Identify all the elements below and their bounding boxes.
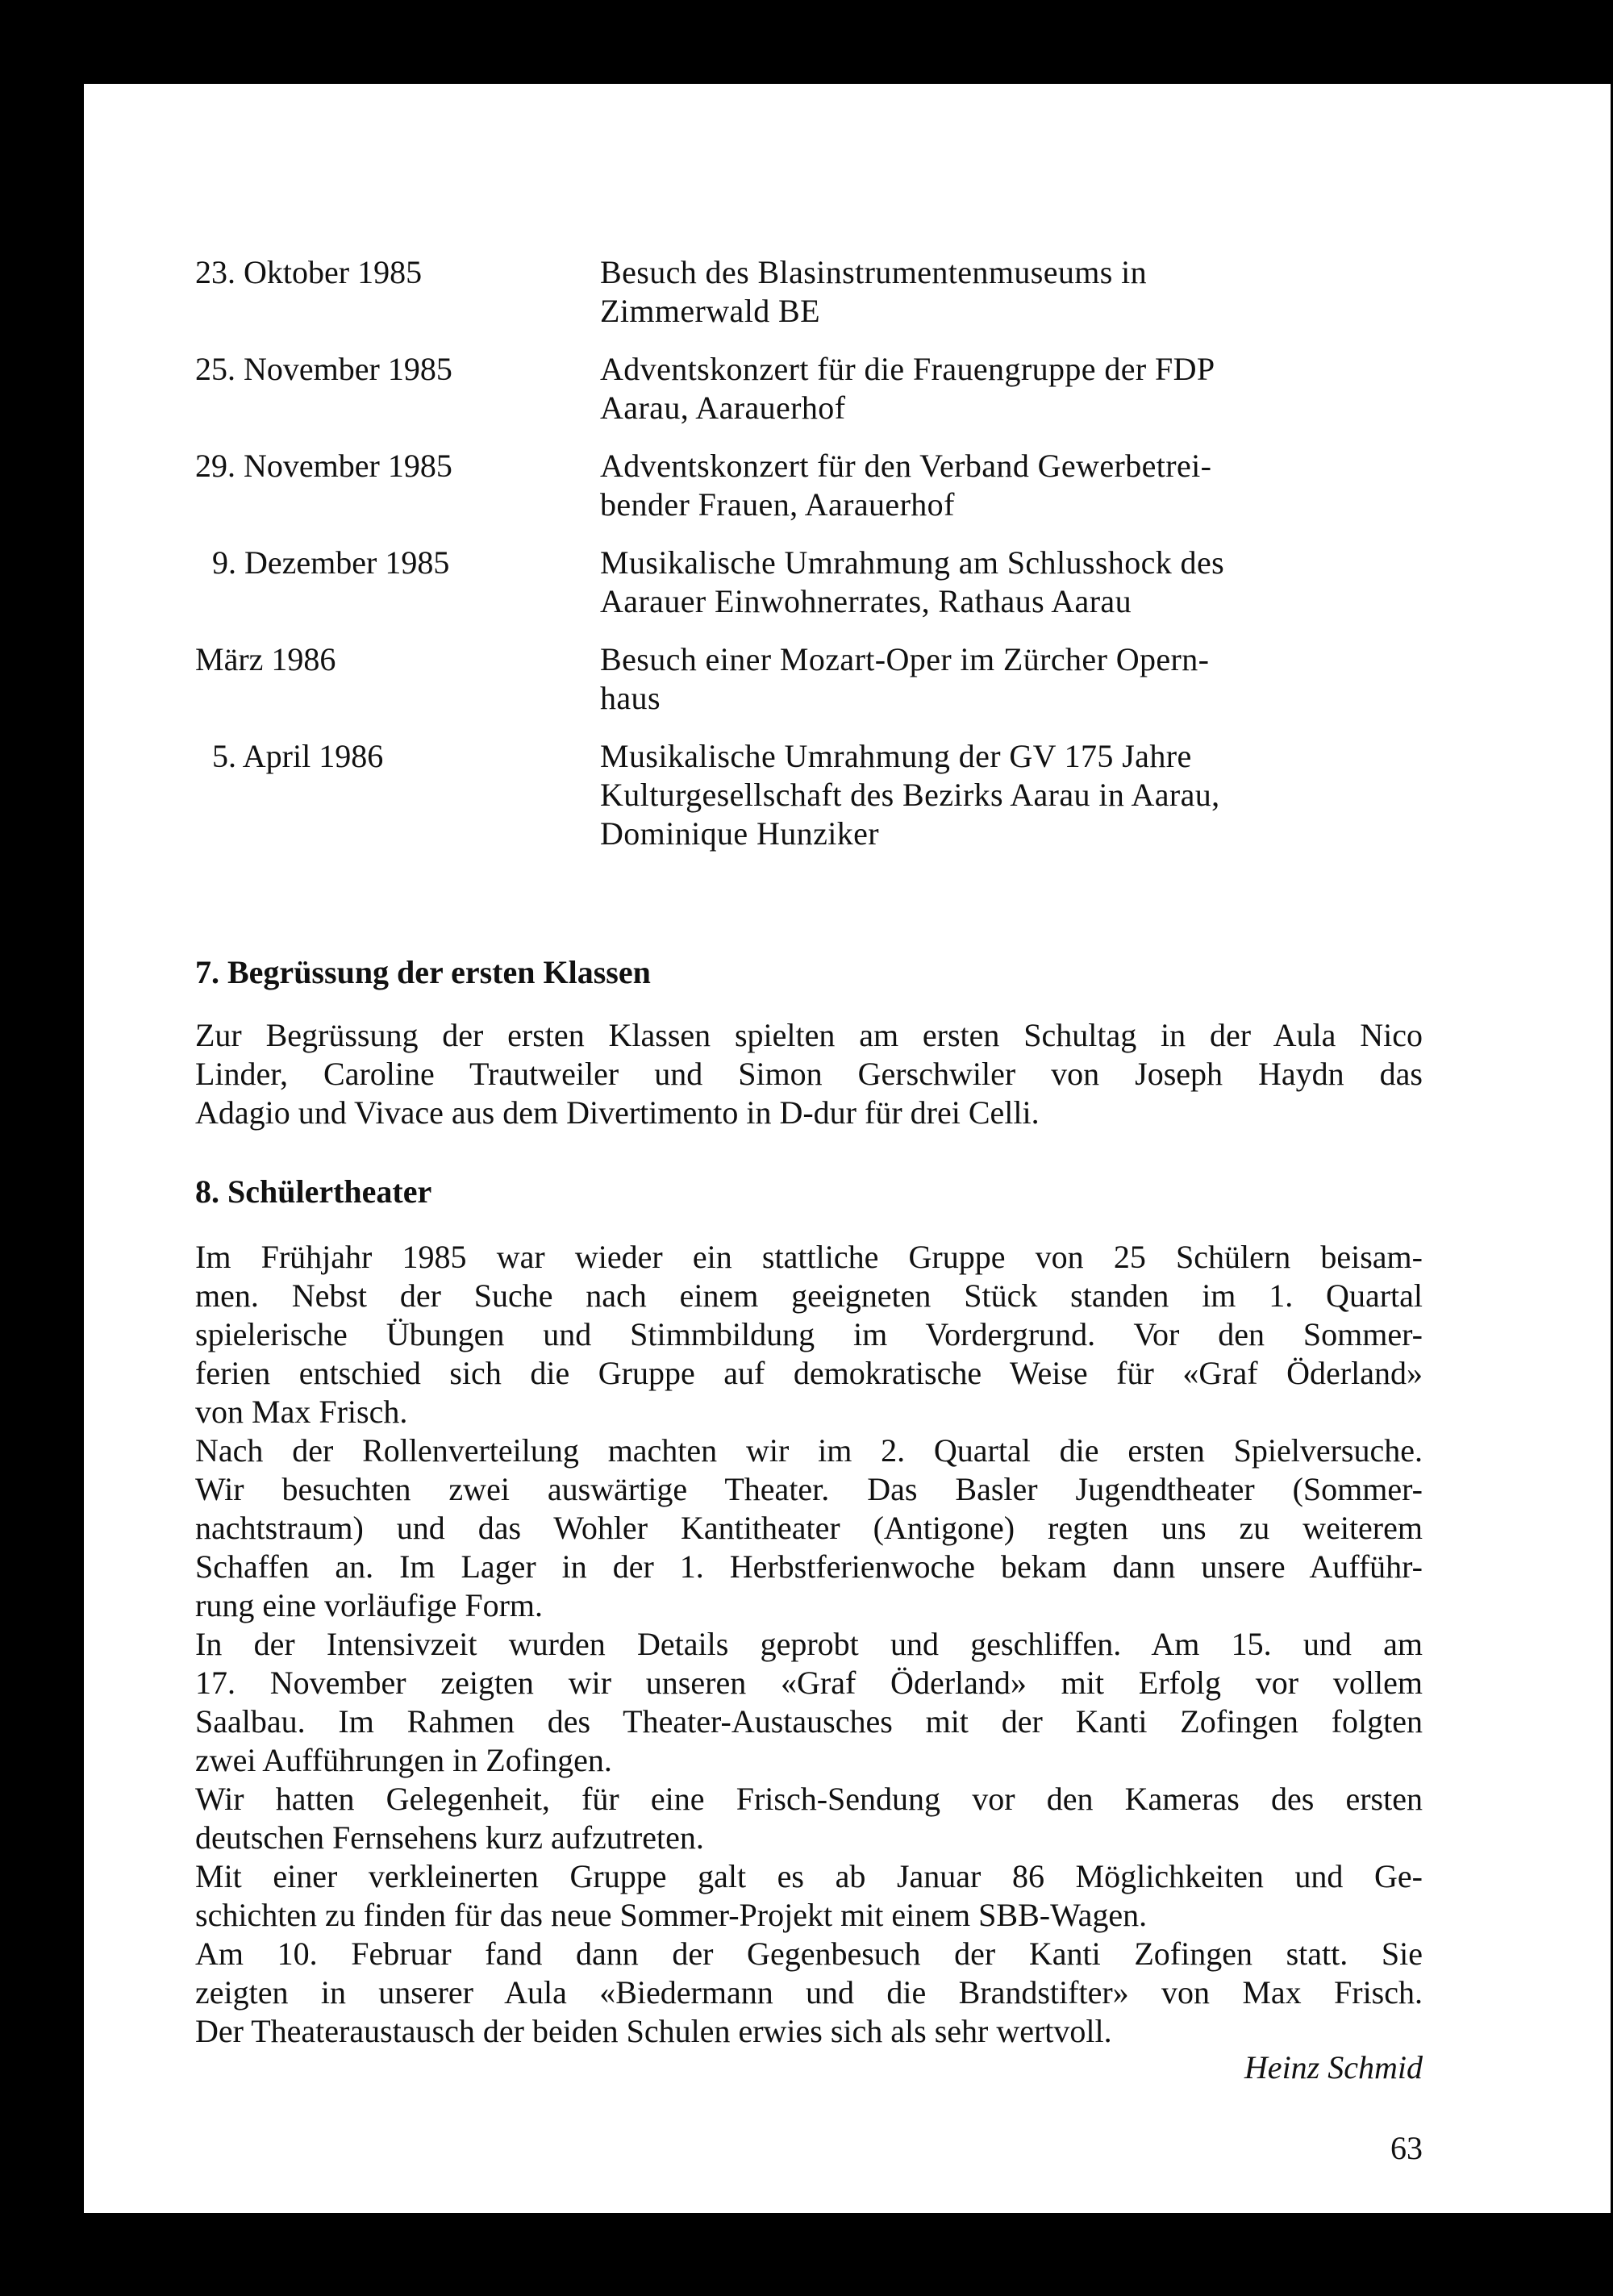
paragraph-line: Der Theateraustausch der beiden Schulen erwies sich als sehr wertvoll. — [195, 2013, 1112, 2049]
paragraph-line: spielerische Übungen und Stimmbildung im Vordergrund. Vor den Sommer- — [195, 1316, 1423, 1352]
author-signature: Heinz Schmid — [1244, 2049, 1423, 2086]
event-description — [600, 640, 1294, 718]
paragraph-line: Am 10. Februar fand dann der Gegenbesuch der Kanti Zofingen statt. Sie — [195, 1936, 1423, 1972]
event-line: Besuch des Blasinstrumentenmuseums in — [600, 254, 1148, 290]
page-number: 63 — [1390, 2130, 1423, 2166]
paragraph-line: Linder, Caroline Trautweiler und Simon Gerschwiler von Joseph Haydn das — [195, 1056, 1423, 1092]
event-item — [195, 350, 1429, 427]
event-date: 25. November 1985 — [195, 351, 452, 387]
section-paragraph — [195, 1016, 1423, 1132]
paragraph-line: zwei Aufführungen in Zofingen. — [195, 1742, 612, 1778]
paragraph-line: nachtstraum) und das Wohler Kantitheater (Antigone) regten uns zu weiterem — [195, 1510, 1423, 1546]
paragraph-line: Adagio und Vivace aus dem Divertimento in D-dur für drei Celli. — [195, 1094, 1040, 1131]
event-date: 29. November 1985 — [195, 448, 452, 484]
event-date: März 1986 — [195, 641, 336, 677]
event-line: Musikalische Umrahmung der GV 175 Jahre — [600, 738, 1192, 774]
event-line: Kulturgesellschaft des Bezirks Aarau in Aarau, — [600, 777, 1220, 813]
paragraph-line: deutschen Fernsehens kurz aufzutreten. — [195, 1819, 704, 1856]
event-description — [600, 253, 1294, 331]
paragraph-line: Nach der Rollenverteilung machten wir im 2. Quartal die ersten Spielversuche. — [195, 1432, 1423, 1469]
event-item — [195, 640, 1429, 718]
paragraph-line: Zur Begrüssung der ersten Klassen spielten am ersten Schultag in der Aula Nico — [195, 1017, 1423, 1053]
paragraph-line: ferien entschied sich die Gruppe auf demokratische Weise für «Graf Öderland» — [195, 1355, 1423, 1391]
paragraph-line: Mit einer verkleinerten Gruppe galt es ab Januar 86 Möglichkeiten und Ge- — [195, 1858, 1423, 1894]
event-item — [195, 544, 1429, 621]
section-heading: 7. Begrüssung der ersten Klassen — [195, 954, 651, 990]
section-heading: 8. Schülertheater — [195, 1173, 432, 1210]
section-paragraph — [195, 1238, 1423, 2051]
event-date: 23. Oktober 1985 — [195, 254, 423, 290]
paragraph-line: von Max Frisch. — [195, 1394, 408, 1430]
event-item — [195, 737, 1429, 853]
event-line: Adventskonzert für die Frauengruppe der FDP — [600, 351, 1215, 387]
event-date: 9. Dezember 1985 — [212, 544, 450, 581]
event-description — [600, 737, 1294, 853]
paragraph-line: Wir hatten Gelegenheit, für eine Frisch-Sendung vor den Kameras des ersten — [195, 1781, 1423, 1817]
paragraph-line: men. Nebst der Suche nach einem geeigneten Stück standen im 1. Quartal — [195, 1277, 1423, 1314]
event-line: Besuch einer Mozart-Oper im Zürcher Opern- — [600, 641, 1210, 677]
paragraph-line: schichten zu finden für das neue Sommer-Projekt mit einem SBB-Wagen. — [195, 1897, 1148, 1933]
event-line: Musikalische Umrahmung am Schlusshock des — [600, 544, 1225, 581]
paragraph-line: Wir besuchten zwei auswärtige Theater. Das Basler Jugendtheater (Sommer- — [195, 1471, 1423, 1507]
event-line: bender Frauen, Aarauerhof — [600, 486, 955, 523]
event-description — [600, 544, 1294, 621]
event-line: Zimmerwald BE — [600, 293, 820, 329]
paragraph-line: In der Intensivzeit wurden Details geprobt und geschliffen. Am 15. und am — [195, 1626, 1423, 1662]
event-line: Aarauer Einwohnerrates, Rathaus Aarau — [600, 583, 1132, 619]
paragraph-line: zeigten in unserer Aula «Biedermann und die Brandstifter» von Max Frisch. — [195, 1974, 1423, 2011]
document-page — [84, 84, 1611, 2213]
event-description — [600, 447, 1294, 524]
paragraph-line: 17. November zeigten wir unseren «Graf Öderland» mit Erfolg vor vollem — [195, 1665, 1423, 1701]
event-line: Aarau, Aarauerhof — [600, 390, 846, 426]
event-line: Dominique Hunziker — [600, 815, 880, 852]
event-list — [195, 253, 1429, 873]
event-line: haus — [600, 680, 661, 716]
event-date: 5. April 1986 — [212, 738, 384, 774]
paragraph-line: Im Frühjahr 1985 war wieder ein stattliche Gruppe von 25 Schülern beisam- — [195, 1239, 1423, 1275]
paragraph-line: Saalbau. Im Rahmen des Theater-Austausches mit der Kanti Zofingen folgten — [195, 1703, 1423, 1740]
event-item — [195, 253, 1429, 331]
paragraph-line: rung eine vorläufige Form. — [195, 1587, 543, 1623]
event-description — [600, 350, 1294, 427]
event-item — [195, 447, 1429, 524]
paragraph-line: Schaffen an. Im Lager in der 1. Herbstferienwoche bekam dann unsere Aufführ- — [195, 1548, 1423, 1585]
event-line: Adventskonzert für den Verband Gewerbetrei- — [600, 448, 1212, 484]
